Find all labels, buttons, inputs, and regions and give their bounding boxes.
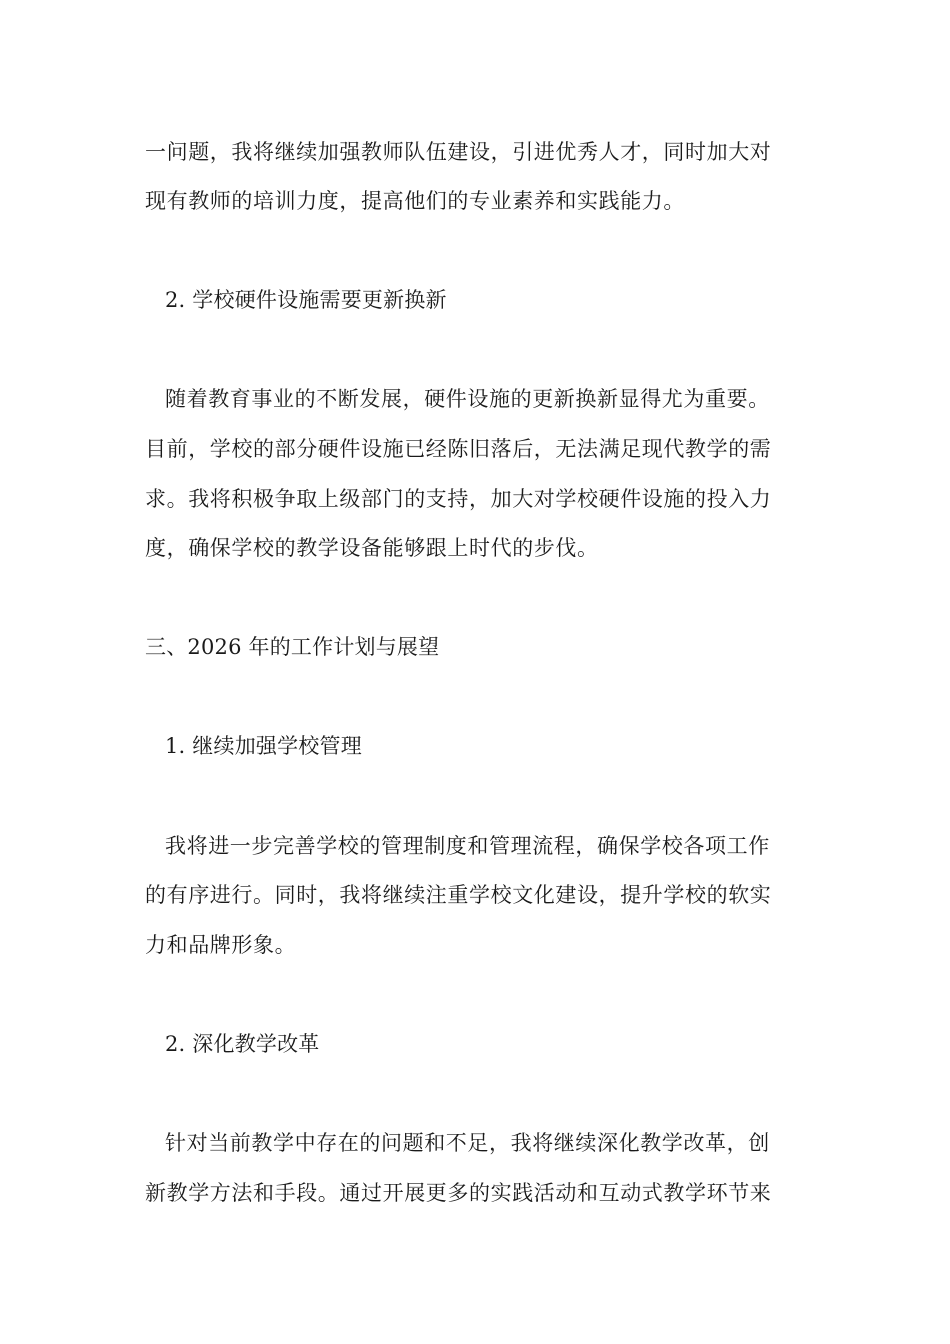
paragraph-line: 目前，学校的部分硬件设施已经陈旧落后，无法满足现代教学的需 bbox=[145, 437, 772, 461]
paragraph-line: 求。我将积极争取上级部门的支持，加大对学校硬件设施的投入力 bbox=[145, 487, 772, 511]
paragraph-line: 度，确保学校的教学设备能够跟上时代的步伐。 bbox=[145, 536, 599, 560]
paragraph-line: 随着教育事业的不断发展，硬件设施的更新换新显得尤为重要。 bbox=[165, 387, 770, 411]
section-heading: 三、2026 年的工作计划与展望 bbox=[145, 635, 440, 659]
paragraph-line: 现有教师的培训力度，提高他们的专业素养和实践能力。 bbox=[145, 189, 685, 213]
subheading: 1. 继续加强学校管理 bbox=[165, 734, 362, 758]
paragraph-line: 针对当前教学中存在的问题和不足，我将继续深化教学改革，创 bbox=[165, 1131, 770, 1155]
subheading: 2. 深化教学改革 bbox=[165, 1032, 320, 1056]
paragraph-line: 的有序进行。同时，我将继续注重学校文化建设，提升学校的软实 bbox=[145, 883, 772, 907]
paragraph-line: 力和品牌形象。 bbox=[145, 933, 297, 957]
paragraph-line: 一问题，我将继续加强教师队伍建设，引进优秀人才，同时加大对 bbox=[145, 140, 772, 164]
paragraph-line: 我将进一步完善学校的管理制度和管理流程，确保学校各项工作 bbox=[165, 834, 770, 858]
paragraph-line: 新教学方法和手段。通过开展更多的实践活动和互动式教学环节来 bbox=[145, 1181, 772, 1205]
subheading: 2. 学校硬件设施需要更新换新 bbox=[165, 288, 447, 312]
